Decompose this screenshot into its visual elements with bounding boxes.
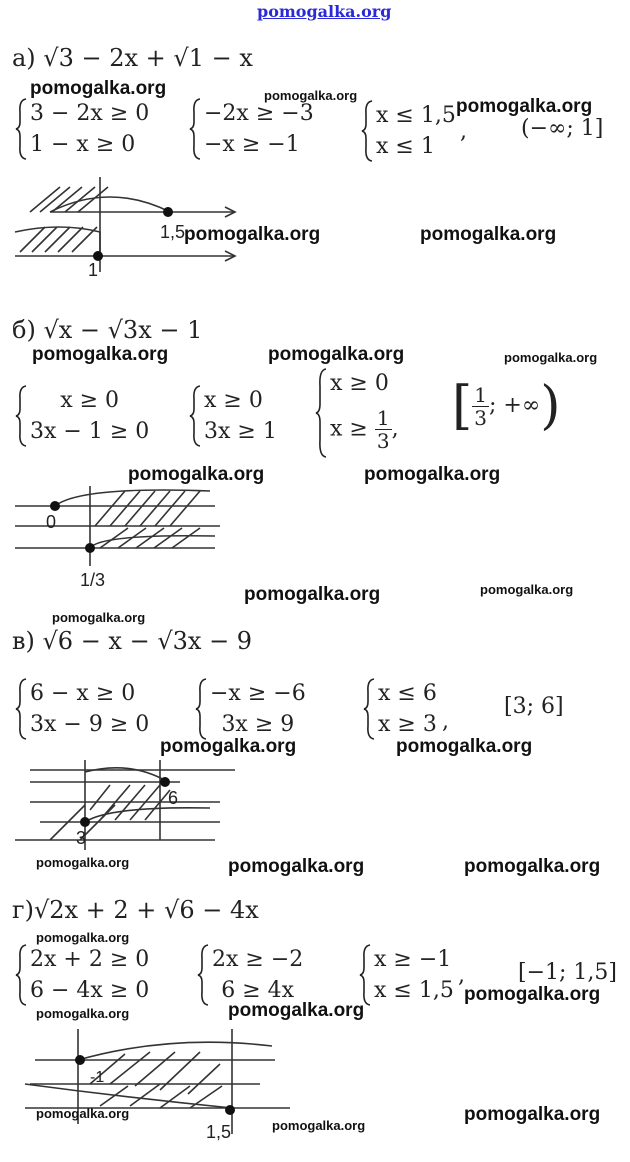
equation-line: 2x + 2 ≥ 0 <box>30 947 150 972</box>
brace-icon <box>14 944 28 1006</box>
sketch-label: 0 <box>46 512 57 532</box>
watermark: pomogalka.org <box>128 464 265 485</box>
number-line-sketch-c <box>10 760 250 864</box>
watermark: pomogalka.org <box>36 1106 130 1121</box>
sketch-label: 1,5 <box>206 1122 232 1142</box>
equation-line: 6 − 4x ≥ 0 <box>30 978 150 1003</box>
brace-icon <box>194 678 208 740</box>
problem-a-system-1 <box>14 98 149 160</box>
watermark: pomogalka.org <box>268 344 405 365</box>
sketch-label: -1 <box>90 1069 105 1086</box>
equation-line: x ≥ 0 <box>204 388 263 413</box>
watermark: pomogalka.org <box>464 1104 601 1125</box>
equation-line: x ≥ −1 <box>374 947 452 972</box>
problem-a-system-2 <box>188 98 314 160</box>
watermark: pomogalka.org <box>36 855 130 870</box>
separator-comma: , <box>460 119 467 144</box>
brace-icon <box>188 98 202 160</box>
brace-icon <box>314 368 328 458</box>
problem-c-system-2 <box>194 678 306 740</box>
equation-line: −x ≥ −6 <box>210 681 306 706</box>
problem-c-system-1 <box>14 678 149 740</box>
watermark: pomogalka.org <box>36 930 130 945</box>
sketch-label: 1/3 <box>80 570 106 590</box>
equation-line: 3x − 1 ≥ 0 <box>30 419 150 444</box>
watermark: pomogalka.org <box>228 1000 365 1021</box>
number-line-sketch-d <box>10 1024 300 1148</box>
equation-line: 6 ≥ 4x <box>221 978 295 1003</box>
watermark: pomogalka.org <box>30 78 167 99</box>
separator-comma: , <box>442 709 449 734</box>
watermark: pomogalka.org <box>480 582 574 597</box>
watermark: pomogalka.org <box>456 96 593 117</box>
problem-a-system-3 <box>360 100 456 162</box>
equation-line: 3 − 2x ≥ 0 <box>30 101 150 126</box>
equation-line: x ≥ $\frac{1}{3}$ , <box>330 406 399 453</box>
brace-icon <box>14 98 28 160</box>
equation-line: 6 − x ≥ 0 <box>30 681 136 706</box>
watermark: pomogalka.org <box>264 88 358 103</box>
watermark: pomogalka.org <box>504 350 598 365</box>
problem-c-title: в) √6 − x − √3x − 9 <box>12 627 253 655</box>
point-marker <box>160 777 170 787</box>
problem-b-title: б) √x − √3x − 1 <box>12 316 203 344</box>
point-marker <box>75 1055 85 1065</box>
sketch-label: 3 <box>76 828 87 848</box>
brace-icon <box>14 385 28 447</box>
equation-line: −2x ≥ −3 <box>204 101 314 126</box>
site-link[interactable]: pomogalka.org <box>257 2 392 21</box>
brace-icon <box>188 385 202 447</box>
problem-d-answer: [−1; 1,5] <box>518 960 617 985</box>
point-marker <box>85 543 95 553</box>
watermark: pomogalka.org <box>184 224 321 245</box>
watermark: pomogalka.org <box>32 344 169 365</box>
problem-d-title: г)√2x + 2 + √6 − 4x <box>12 896 259 924</box>
equation-line: x ≥ 0 <box>330 371 389 396</box>
watermark: pomogalka.org <box>52 610 146 625</box>
equation-line: 3x ≥ 1 <box>204 419 277 444</box>
watermark: pomogalka.org <box>396 736 533 757</box>
watermark: pomogalka.org <box>244 584 381 605</box>
equation-line: x ≥ 3 <box>378 712 437 737</box>
point-marker <box>163 207 173 217</box>
problem-a-answer: (−∞; 1] <box>521 116 604 141</box>
problem-a-title: а) √3 − 2x + √1 − x <box>12 44 253 72</box>
problem-d-system-1 <box>14 944 149 1006</box>
sketch-label: 6 <box>168 788 179 808</box>
problem-d-system-3 <box>358 944 454 1006</box>
equation-line: x ≤ 1,5 <box>374 978 454 1003</box>
equation-line: −x ≥ −1 <box>204 132 300 157</box>
watermark: pomogalka.org <box>228 856 365 877</box>
brace-icon <box>196 944 210 1006</box>
problem-d-system-2 <box>196 944 303 1006</box>
brace-icon <box>362 678 376 740</box>
equation-line: x ≥ 0 <box>60 388 120 413</box>
equation-line: x ≤ 1,5 <box>376 103 456 128</box>
equation-line: x ≤ 1 <box>376 134 435 159</box>
problem-c-system-3 <box>362 678 437 740</box>
equation-line: 1 − x ≥ 0 <box>30 132 136 157</box>
point-marker <box>80 817 90 827</box>
watermark: pomogalka.org <box>272 1118 366 1133</box>
equation-line: 3x ≥ 9 <box>221 712 295 737</box>
equation-line: x ≤ 6 <box>378 681 437 706</box>
point-marker <box>225 1105 235 1115</box>
watermark: pomogalka.org <box>160 736 297 757</box>
problem-b-system-3 <box>314 368 399 458</box>
watermark: pomogalka.org <box>36 1006 130 1021</box>
brace-icon <box>14 678 28 740</box>
problem-b-system-1 <box>14 385 149 447</box>
number-line-sketch-b <box>10 486 250 600</box>
watermark: pomogalka.org <box>364 464 501 485</box>
brace-icon <box>358 944 372 1006</box>
watermark: pomogalka.org <box>420 224 557 245</box>
watermark: pomogalka.org <box>464 856 601 877</box>
problem-b-answer: [ $\frac{1}{3}$ ; +∞) <box>452 376 561 436</box>
equation-line: 2x ≥ −2 <box>212 947 304 972</box>
separator-comma: , <box>458 963 465 988</box>
problem-c-answer: [3; 6] <box>504 694 564 719</box>
watermark: pomogalka.org <box>464 984 601 1005</box>
sketch-label: 1 <box>88 260 99 280</box>
problem-b-system-2 <box>188 385 277 447</box>
sketch-label: 1,5 <box>160 222 186 242</box>
equation-line: 3x − 9 ≥ 0 <box>30 712 150 737</box>
brace-icon <box>360 100 374 162</box>
point-marker <box>50 501 60 511</box>
